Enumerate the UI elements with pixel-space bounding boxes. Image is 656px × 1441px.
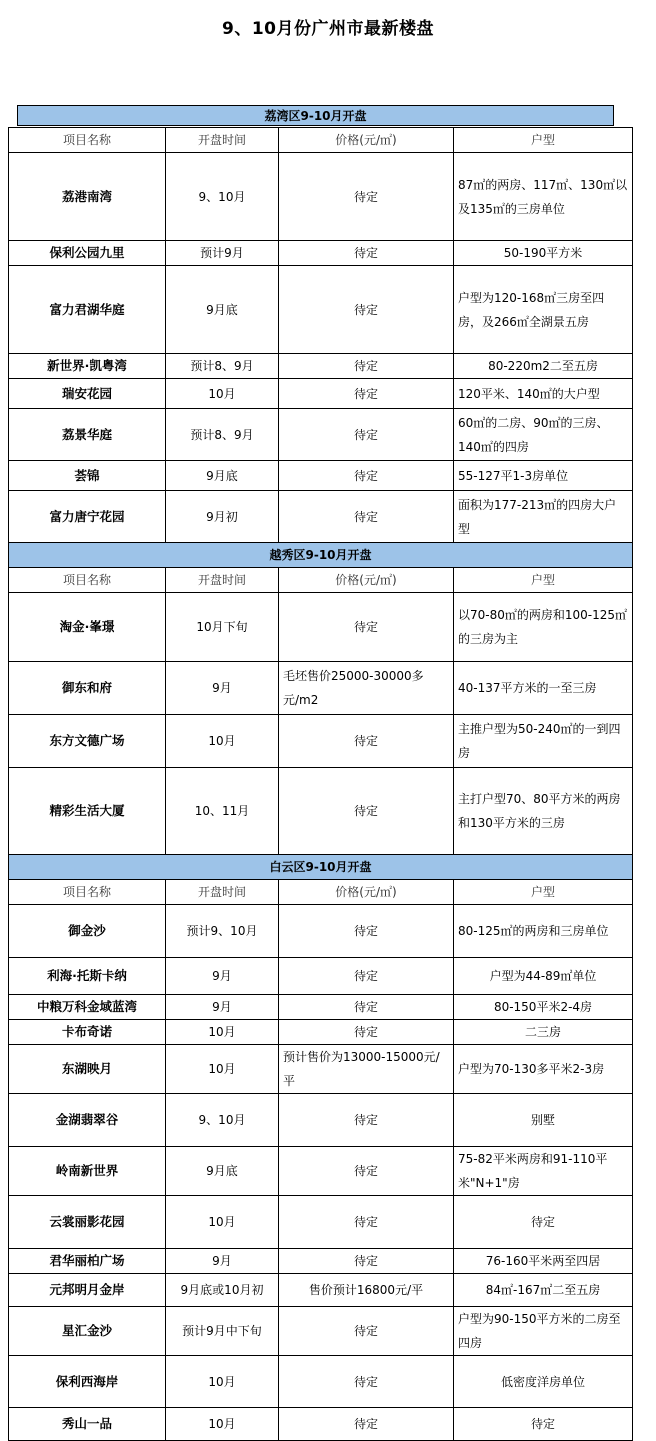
column-header: 开盘时间 — [166, 880, 279, 905]
project-name-cell: 荟锦 — [9, 461, 166, 491]
table-row — [9, 958, 633, 995]
project-name-cell: 富力君湖华庭 — [9, 266, 166, 354]
section-heading: 荔湾区9-10月开盘 — [17, 105, 614, 126]
column-header-row — [9, 880, 633, 905]
project-name-cell: 御金沙 — [9, 905, 166, 958]
project-name-cell: 东湖映月 — [9, 1045, 166, 1094]
open-time-cell: 10月 — [166, 1045, 279, 1094]
price-cell: 待定 — [279, 593, 454, 662]
price-cell: 待定 — [279, 153, 454, 241]
price-cell: 待定 — [279, 1408, 454, 1441]
table-row — [9, 379, 633, 409]
open-time-cell: 9月底 — [166, 1147, 279, 1196]
column-header: 户型 — [454, 880, 633, 905]
section-heading: 越秀区9-10月开盘 — [9, 543, 633, 568]
column-header: 户型 — [454, 568, 633, 593]
table-row — [9, 905, 633, 958]
table-row — [9, 1094, 633, 1147]
project-name-cell: 星汇金沙 — [9, 1307, 166, 1356]
table-row — [9, 153, 633, 241]
price-cell: 待定 — [279, 1094, 454, 1147]
project-name-cell: 富力唐宁花园 — [9, 491, 166, 543]
table-row — [9, 1020, 633, 1045]
project-name-cell: 云裳丽影花园 — [9, 1196, 166, 1249]
project-name-cell: 中粮万科金域蓝湾 — [9, 995, 166, 1020]
layout-cell: 待定 — [454, 1196, 633, 1249]
page-title: 9、10月份广州市最新楼盘 — [222, 19, 434, 39]
column-header: 开盘时间 — [166, 128, 279, 153]
table-row — [9, 593, 633, 662]
column-header: 价格(元/㎡) — [279, 880, 454, 905]
price-cell: 待定 — [279, 241, 454, 266]
table-row — [9, 1408, 633, 1441]
price-cell: 待定 — [279, 354, 454, 379]
layout-cell: 二三房 — [454, 1020, 633, 1045]
open-time-cell: 10月 — [166, 1356, 279, 1408]
price-cell: 待定 — [279, 905, 454, 958]
project-name-cell: 保利西海岸 — [9, 1356, 166, 1408]
table-row — [9, 266, 633, 354]
price-cell: 待定 — [279, 491, 454, 543]
project-name-cell: 新世界·凯粤湾 — [9, 354, 166, 379]
column-header-row — [9, 128, 633, 153]
open-time-cell: 9月 — [166, 662, 279, 715]
layout-cell: 40-137平方米的一至三房 — [454, 662, 633, 715]
table-row — [9, 662, 633, 715]
project-name-cell: 秀山一品 — [9, 1408, 166, 1441]
project-name-cell: 精彩生活大厦 — [9, 768, 166, 855]
project-name-cell: 淘金·峯璟 — [9, 593, 166, 662]
layout-cell: 以70-80㎡的两房和100-125㎡的三房为主 — [454, 593, 633, 662]
layout-cell: 户型为120-168㎡三房至四房，及266㎡全湖景五房 — [454, 266, 633, 354]
layout-cell: 待定 — [454, 1408, 633, 1441]
open-time-cell: 9月底或10月初 — [166, 1274, 279, 1307]
project-name-cell: 保利公园九里 — [9, 241, 166, 266]
table-row — [9, 1356, 633, 1408]
column-header: 项目名称 — [9, 568, 166, 593]
project-name-cell: 元邦明月金岸 — [9, 1274, 166, 1307]
section-heading-row — [9, 855, 633, 880]
price-cell: 待定 — [279, 1196, 454, 1249]
layout-cell: 120平米、140㎡的大户型 — [454, 379, 633, 409]
section-heading: 白云区9-10月开盘 — [9, 855, 633, 880]
table-row — [9, 1196, 633, 1249]
open-time-cell: 10月 — [166, 379, 279, 409]
layout-cell: 低密度洋房单位 — [454, 1356, 633, 1408]
price-cell: 待定 — [279, 715, 454, 768]
price-cell: 待定 — [279, 266, 454, 354]
table-row — [9, 491, 633, 543]
price-cell: 待定 — [279, 1147, 454, 1196]
layout-cell: 80-220m2二至五房 — [454, 354, 633, 379]
table-row — [9, 241, 633, 266]
price-cell: 售价预计16800元/平 — [279, 1274, 454, 1307]
section-heading-row — [9, 543, 633, 568]
price-cell: 待定 — [279, 409, 454, 461]
table-row — [9, 995, 633, 1020]
column-header: 开盘时间 — [166, 568, 279, 593]
open-time-cell: 10月 — [166, 1408, 279, 1441]
layout-cell: 80-125㎡的两房和三房单位 — [454, 905, 633, 958]
layout-cell: 84㎡-167㎡二至五房 — [454, 1274, 633, 1307]
column-header: 价格(元/㎡) — [279, 568, 454, 593]
layout-cell: 户型为90-150平方米的二房至四房 — [454, 1307, 633, 1356]
price-cell: 待定 — [279, 379, 454, 409]
project-name-cell: 君华丽柏广场 — [9, 1249, 166, 1274]
table-row — [9, 1307, 633, 1356]
open-time-cell: 10、11月 — [166, 768, 279, 855]
open-time-cell: 9月 — [166, 995, 279, 1020]
price-cell: 毛坯售价25000-30000多元/m2 — [279, 662, 454, 715]
open-time-cell: 预计9月中下旬 — [166, 1307, 279, 1356]
price-cell: 待定 — [279, 995, 454, 1020]
open-time-cell: 9月底 — [166, 461, 279, 491]
layout-cell: 60㎡的二房、90㎡的三房、140㎡的四房 — [454, 409, 633, 461]
open-time-cell: 9月底 — [166, 266, 279, 354]
table-row — [9, 715, 633, 768]
open-time-cell: 预计9月 — [166, 241, 279, 266]
project-name-cell: 荔港南湾 — [9, 153, 166, 241]
project-name-cell: 利海·托斯卡纳 — [9, 958, 166, 995]
open-time-cell: 10月下旬 — [166, 593, 279, 662]
table-row — [9, 409, 633, 461]
layout-cell: 主推户型为50-240㎡的一到四房 — [454, 715, 633, 768]
table-row — [9, 1045, 633, 1094]
column-header: 价格(元/㎡) — [279, 128, 454, 153]
layout-cell: 户型为70-130多平米2-3房 — [454, 1045, 633, 1094]
column-header: 项目名称 — [9, 880, 166, 905]
listing-table — [8, 127, 633, 1441]
column-header: 项目名称 — [9, 128, 166, 153]
layout-cell: 户型为44-89㎡单位 — [454, 958, 633, 995]
layout-cell: 主打户型70、80平方米的两房和130平方米的三房 — [454, 768, 633, 855]
project-name-cell: 金湖翡翠谷 — [9, 1094, 166, 1147]
price-cell: 待定 — [279, 1307, 454, 1356]
column-header-row — [9, 568, 633, 593]
open-time-cell: 预计8、9月 — [166, 354, 279, 379]
price-cell: 待定 — [279, 1020, 454, 1045]
open-time-cell: 10月 — [166, 715, 279, 768]
table-row — [9, 1147, 633, 1196]
open-time-cell: 预计8、9月 — [166, 409, 279, 461]
layout-cell: 55-127平1-3房单位 — [454, 461, 633, 491]
table-row — [9, 1274, 633, 1307]
project-name-cell: 瑞安花园 — [9, 379, 166, 409]
table-row — [9, 768, 633, 855]
layout-cell: 面积为177-213㎡的四房大户型 — [454, 491, 633, 543]
column-header: 户型 — [454, 128, 633, 153]
price-cell: 预计售价为13000-15000元/平 — [279, 1045, 454, 1094]
open-time-cell: 9月 — [166, 958, 279, 995]
open-time-cell: 9月 — [166, 1249, 279, 1274]
table-row — [9, 354, 633, 379]
project-name-cell: 岭南新世界 — [9, 1147, 166, 1196]
project-name-cell: 东方文德广场 — [9, 715, 166, 768]
open-time-cell: 10月 — [166, 1196, 279, 1249]
layout-cell: 80-150平米2-4房 — [454, 995, 633, 1020]
open-time-cell: 9、10月 — [166, 1094, 279, 1147]
layout-cell: 76-160平米两至四居 — [454, 1249, 633, 1274]
open-time-cell: 9、10月 — [166, 153, 279, 241]
price-cell: 待定 — [279, 958, 454, 995]
layout-cell: 50-190平方米 — [454, 241, 633, 266]
open-time-cell: 10月 — [166, 1020, 279, 1045]
layout-cell: 75-82平米两房和91-110平米"N+1"房 — [454, 1147, 633, 1196]
price-cell: 待定 — [279, 768, 454, 855]
open-time-cell: 9月初 — [166, 491, 279, 543]
price-cell: 待定 — [279, 1356, 454, 1408]
open-time-cell: 预计9、10月 — [166, 905, 279, 958]
table-row — [9, 461, 633, 491]
project-name-cell: 御东和府 — [9, 662, 166, 715]
price-cell: 待定 — [279, 461, 454, 491]
table-row — [9, 1249, 633, 1274]
price-cell: 待定 — [279, 1249, 454, 1274]
layout-cell: 87㎡的两房、117㎡、130㎡以及135㎡的三房单位 — [454, 153, 633, 241]
layout-cell: 别墅 — [454, 1094, 633, 1147]
project-name-cell: 荔景华庭 — [9, 409, 166, 461]
project-name-cell: 卡布奇诺 — [9, 1020, 166, 1045]
